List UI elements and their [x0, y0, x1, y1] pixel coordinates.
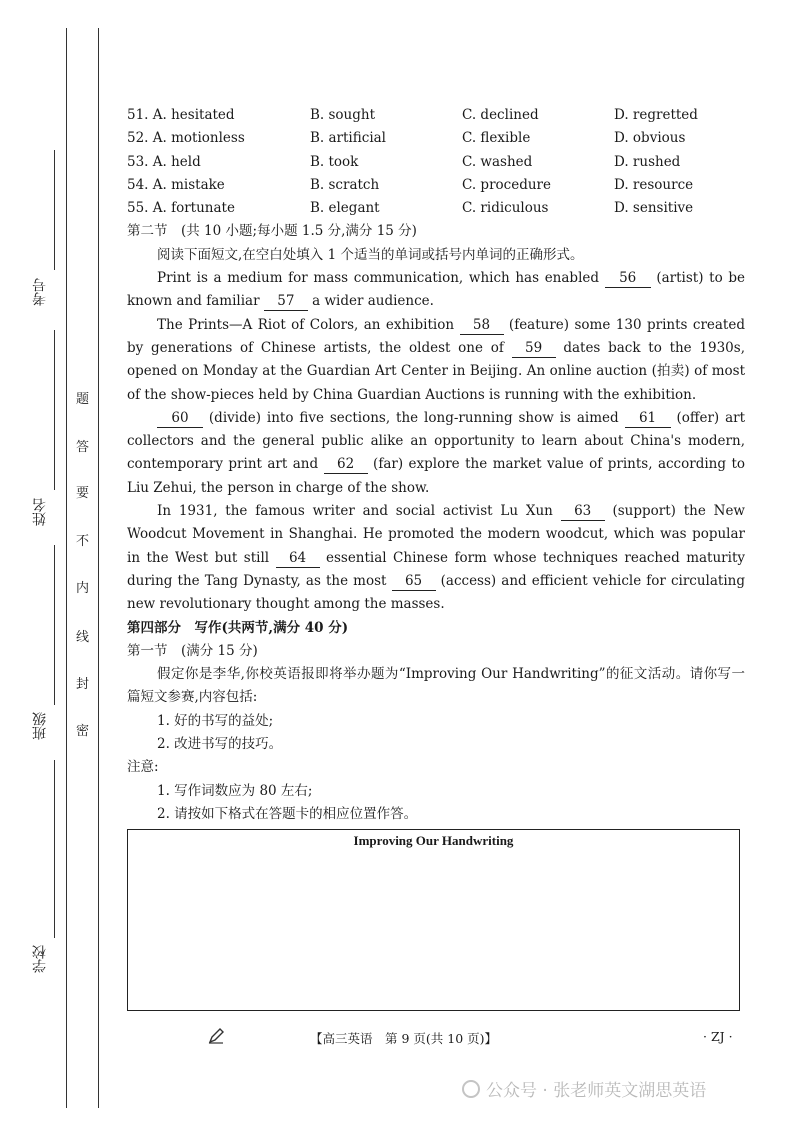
option-b: B. artificial: [310, 130, 386, 147]
name-label: 姓名: [32, 498, 48, 526]
binding-line-inner: [98, 28, 99, 1108]
notes-label: 注意:: [127, 759, 159, 776]
blank-65: 65: [392, 573, 436, 591]
part4-heading: 第四部分 写作(共两节,满分 40 分): [127, 619, 349, 636]
page-footer: [0, 1029, 794, 1049]
blank-63: 63: [561, 503, 605, 521]
essay-title: Improving Our Handwriting: [353, 833, 514, 848]
seal-char: 内: [76, 581, 90, 596]
blank-62: 62: [324, 456, 368, 474]
blank-60: 60: [157, 410, 203, 428]
watermark: 公众号 · 张老师英文湖思英语: [462, 1076, 706, 1101]
seal-char: 要: [76, 486, 90, 501]
seal-char: 线: [76, 630, 90, 645]
option-d: D. resource: [614, 176, 694, 193]
blank-61: 61: [625, 410, 671, 428]
exam-content: [127, 104, 745, 826]
writing-task: 假定你是李华,你校英语报即将举办题为“Improving Our Handwriting”的征文活动。请你写一篇短文参赛,内容包括:: [127, 666, 745, 706]
option-d: D. sensitive: [614, 200, 694, 217]
exam-no-rule: [54, 150, 55, 270]
seal-char: 题: [76, 392, 90, 407]
seal-char: 封: [76, 677, 90, 692]
passage-paragraph-2: The Prints—A Riot of Colors, an exhibition 58 (feature) some 130 prints created by generations of Chinese artists, the oldest one of 59 dates back to the 1930s, opened on Monday at the Guardian Art Center in Beijing. An online auction (拍卖) of most of the show-pieces held by China Guardian Auctions is running with the exhibition.: [127, 316, 745, 403]
seal-char: 密: [76, 724, 90, 739]
seal-char: 不: [76, 534, 90, 549]
blank-58: 58: [460, 317, 504, 335]
wechat-icon: [462, 1080, 480, 1098]
blank-59: 59: [512, 340, 556, 358]
option-c: C. ridiculous: [462, 200, 549, 217]
writing-point: 1. 好的书写的益处;: [157, 712, 274, 729]
school-label: 学校: [32, 945, 48, 973]
option-row: [127, 151, 745, 174]
pen-icon: [207, 1027, 225, 1048]
blank-56: 56: [605, 270, 651, 288]
seal-char: 答: [76, 440, 90, 455]
class-rule: [54, 545, 55, 705]
part4-section1-heading: 第一节 (满分 15 分): [127, 642, 258, 659]
essay-answer-box: [127, 829, 740, 1011]
option-row: [127, 104, 745, 127]
exam-no-label: 考号: [32, 278, 48, 306]
passage-paragraph-4: In 1931, the famous writer and social activist Lu Xun 63 (support) the New Woodcut Movement in Shanghai. He promoted the modern woodcut, which was popular in the West but still 64 essential Chinese form whose techniques reached maturity during the Tang Dynasty, as the most 65 (access) and efficient vehicle for circulating new revolutionary thought among the masses.: [127, 503, 745, 613]
option-b: B. took: [310, 153, 359, 170]
option-c: C. flexible: [462, 130, 531, 147]
option-d: D. rushed: [614, 153, 681, 170]
writing-point: 2. 改进书写的技巧。: [157, 736, 283, 753]
exam-code: · ZJ ·: [703, 1029, 733, 1044]
option-a: 53. A. held: [127, 153, 201, 170]
option-d: D. regretted: [614, 107, 698, 123]
section2-heading: 第二节 (共 10 小题;每小题 1.5 分,满分 15 分): [127, 223, 417, 240]
option-c: C. procedure: [462, 176, 551, 193]
passage-paragraph-3: 60 (divide) into five sections, the long-running show is aimed 61 (offer) art collectors and the general public alike an opportunity to learn about China's modern, contemporary print art and 62 (far) explore the market value of prints, according to Liu Zehui, the person in charge of the show.: [127, 409, 745, 496]
class-label: 班级: [32, 712, 48, 740]
option-row: [127, 197, 745, 220]
option-d: D. obvious: [614, 130, 686, 147]
option-c: C. declined: [462, 107, 539, 123]
note-item: 1. 写作词数应为 80 左右;: [157, 782, 313, 799]
page-number: 【高三英语 第 9 页(共 10 页)】: [310, 1031, 498, 1046]
binding-line-outer: [66, 28, 67, 1108]
option-b: B. elegant: [310, 200, 380, 217]
passage-paragraph-1: Print is a medium for mass communication, which has enabled 56 (artist) to be known and familiar 57 a wider audience.: [127, 270, 745, 310]
name-rule: [54, 330, 55, 490]
blank-57: 57: [264, 293, 308, 311]
option-c: C. washed: [462, 153, 533, 170]
note-item: 2. 请按如下格式在答题卡的相应位置作答。: [157, 805, 418, 822]
option-a: 54. A. mistake: [127, 176, 225, 193]
option-a: 52. A. motionless: [127, 130, 245, 147]
option-a: 55. A. fortunate: [127, 200, 235, 217]
school-rule: [54, 760, 55, 938]
option-b: B. sought: [310, 107, 376, 123]
section2-instruction: 阅读下面短文,在空白处填入 1 个适当的单词或括号内单词的正确形式。: [157, 246, 584, 263]
option-row: [127, 127, 745, 150]
blank-64: 64: [276, 550, 320, 568]
option-a: 51. A. hesitated: [127, 107, 235, 123]
option-b: B. scratch: [310, 176, 380, 193]
option-row: [127, 174, 745, 197]
